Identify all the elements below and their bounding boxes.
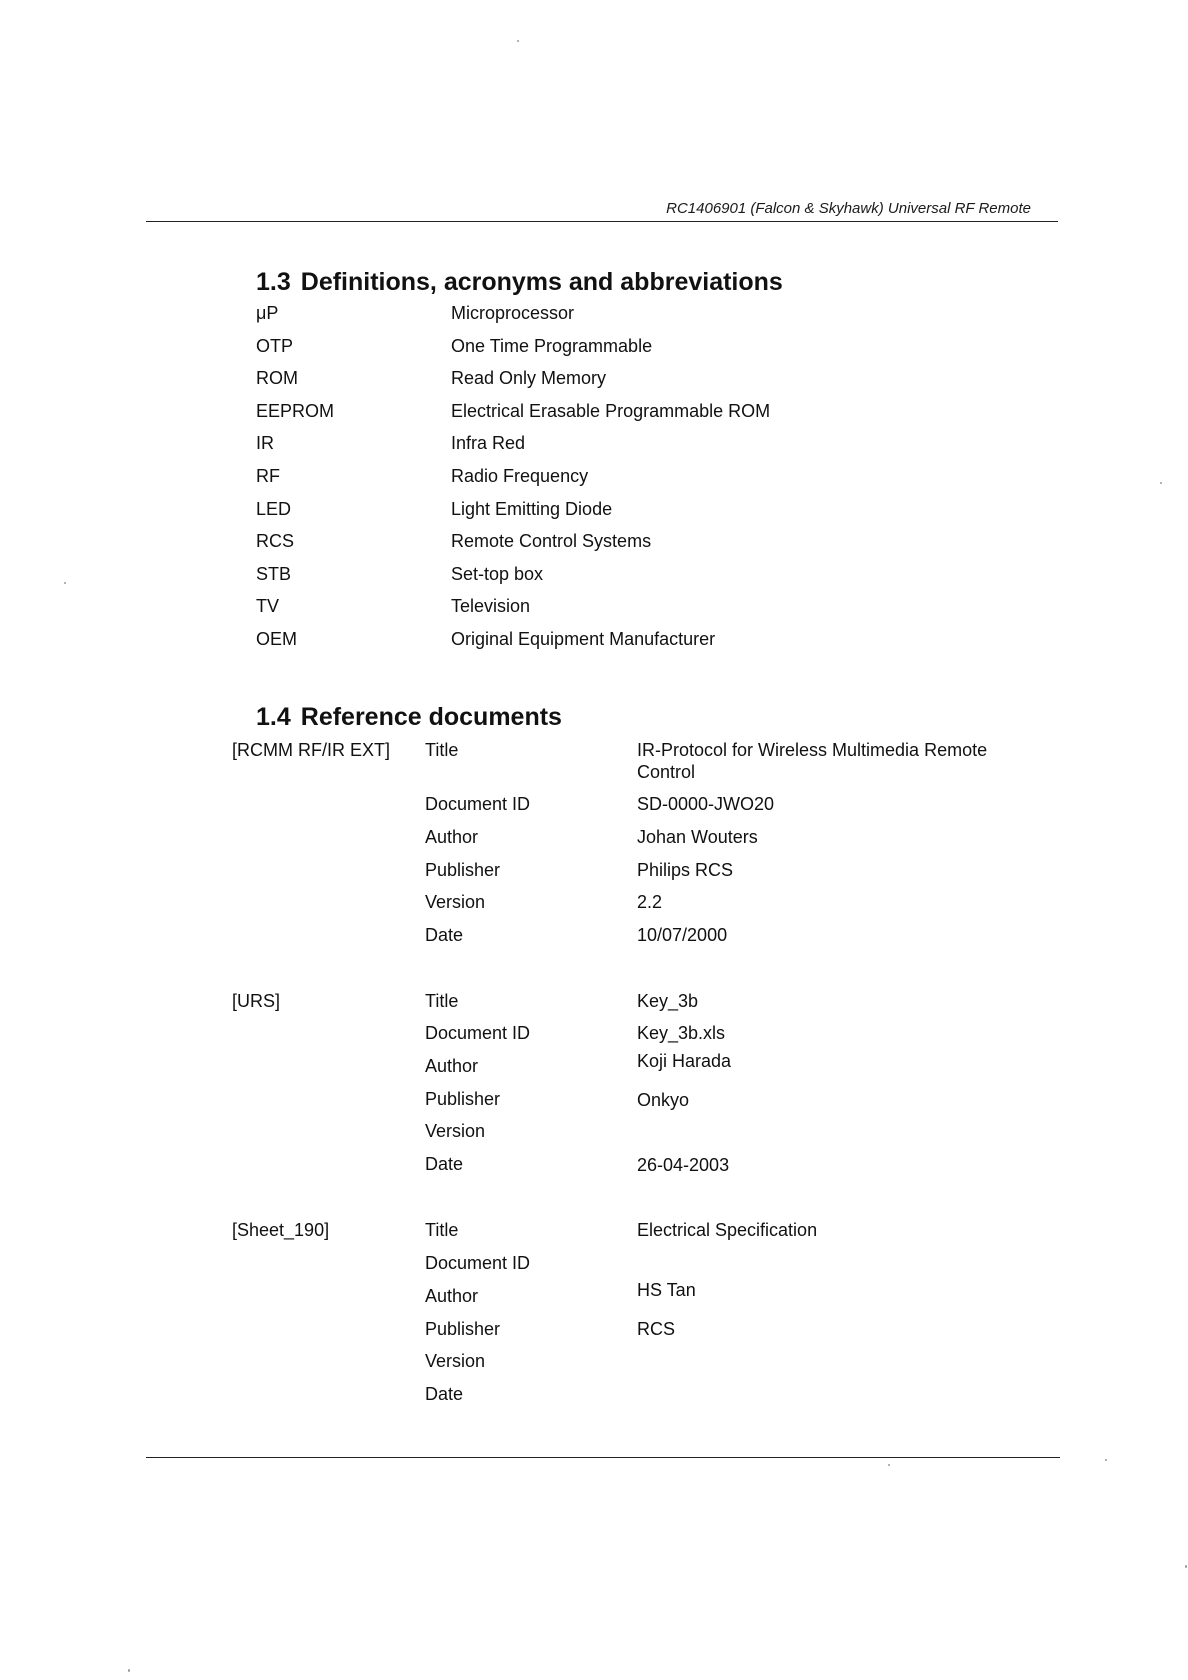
reference-field-value: SD-0000-JWO20 [637,794,775,814]
scan-speck [1160,482,1162,484]
definition-meaning: Television [451,596,531,616]
section-title: Definitions, acronyms and abbreviations [300,268,783,296]
reference-field-label: Document ID [425,1253,531,1273]
footer-rule [146,1457,1060,1458]
reference-field-label: Title [425,991,459,1011]
scan-speck [517,40,519,42]
reference-field-label: Publisher [425,860,501,880]
definition-meaning: Set-top box [451,564,544,584]
definition-term: STB [256,564,292,584]
scan-speck [888,1464,890,1466]
reference-field-label: Author [425,827,479,847]
definition-meaning: Infra Red [451,433,526,453]
definition-term: ROM [256,368,298,388]
section-number: 1.3 [256,268,291,296]
section-heading-definitions [256,268,783,297]
definition-meaning: Electrical Erasable Programmable ROM [451,401,771,421]
definition-term: OTP [256,336,294,356]
scan-speck [128,1669,130,1672]
definition-meaning: Microprocessor [451,303,575,323]
definition-term: OEM [256,629,298,649]
definition-meaning: Radio Frequency [451,466,589,486]
reference-field-value: Key_3b [637,991,699,1011]
definition-term: RF [256,466,280,486]
reference-field-label: Publisher [425,1089,501,1109]
reference-id: [Sheet_190] [232,1220,330,1240]
definition-term: RCS [256,531,295,551]
reference-field-label: Document ID [425,794,531,814]
reference-field-value: Philips RCS [637,860,734,880]
reference-field-label: Version [425,1121,486,1141]
reference-field-value: Koji Harada [637,1051,732,1071]
reference-field-label: Date [425,925,464,945]
reference-field-label: Version [425,892,486,912]
section-title: Reference documents [300,703,562,731]
section-number: 1.4 [256,703,291,731]
reference-field-value: Electrical Specification [637,1220,818,1240]
reference-field-value: IR-Protocol for Wireless Multimedia Remote Control [637,740,988,782]
definition-meaning: Original Equipment Manufacturer [451,629,716,649]
definition-term: IR [256,433,274,453]
reference-id: [RCMM RF/IR EXT] [232,740,390,760]
reference-field-value: Johan Wouters [637,827,758,847]
definition-meaning: Light Emitting Diode [451,499,613,519]
header-rule [146,221,1058,222]
section-heading-references [256,703,562,732]
reference-field-label: Title [425,740,459,760]
reference-field-value: 26-04-2003 [637,1155,730,1175]
definition-term: LED [256,499,292,519]
reference-field-value: Key_3b.xls [637,1023,726,1043]
definition-term: μP [256,303,279,323]
definition-meaning: Read Only Memory [451,368,607,388]
reference-field-label: Author [425,1286,479,1306]
reference-id: [URS] [232,991,281,1011]
definition-meaning: One Time Programmable [451,336,653,356]
definition-term: EEPROM [256,401,335,421]
reference-field-value: Onkyo [637,1090,690,1110]
reference-field-label: Version [425,1351,486,1371]
scan-speck [1105,1459,1107,1461]
reference-field-label: Publisher [425,1319,501,1339]
reference-field-label: Title [425,1220,459,1240]
reference-field-label: Date [425,1154,464,1174]
reference-field-label: Document ID [425,1023,531,1043]
reference-field-value: HS Tan [637,1280,696,1300]
reference-field-value: 2.2 [637,892,663,912]
reference-field-label: Date [425,1384,464,1404]
scan-speck [1185,1565,1187,1568]
reference-field-value: RCS [637,1319,676,1339]
reference-field-value: 10/07/2000 [637,925,728,945]
running-header: RC1406901 (Falcon & Skyhawk) Universal RF Remote [666,200,1031,217]
definition-meaning: Remote Control Systems [451,531,652,551]
reference-field-label: Author [425,1056,479,1076]
definition-term: TV [256,596,280,616]
scan-speck [64,582,66,584]
